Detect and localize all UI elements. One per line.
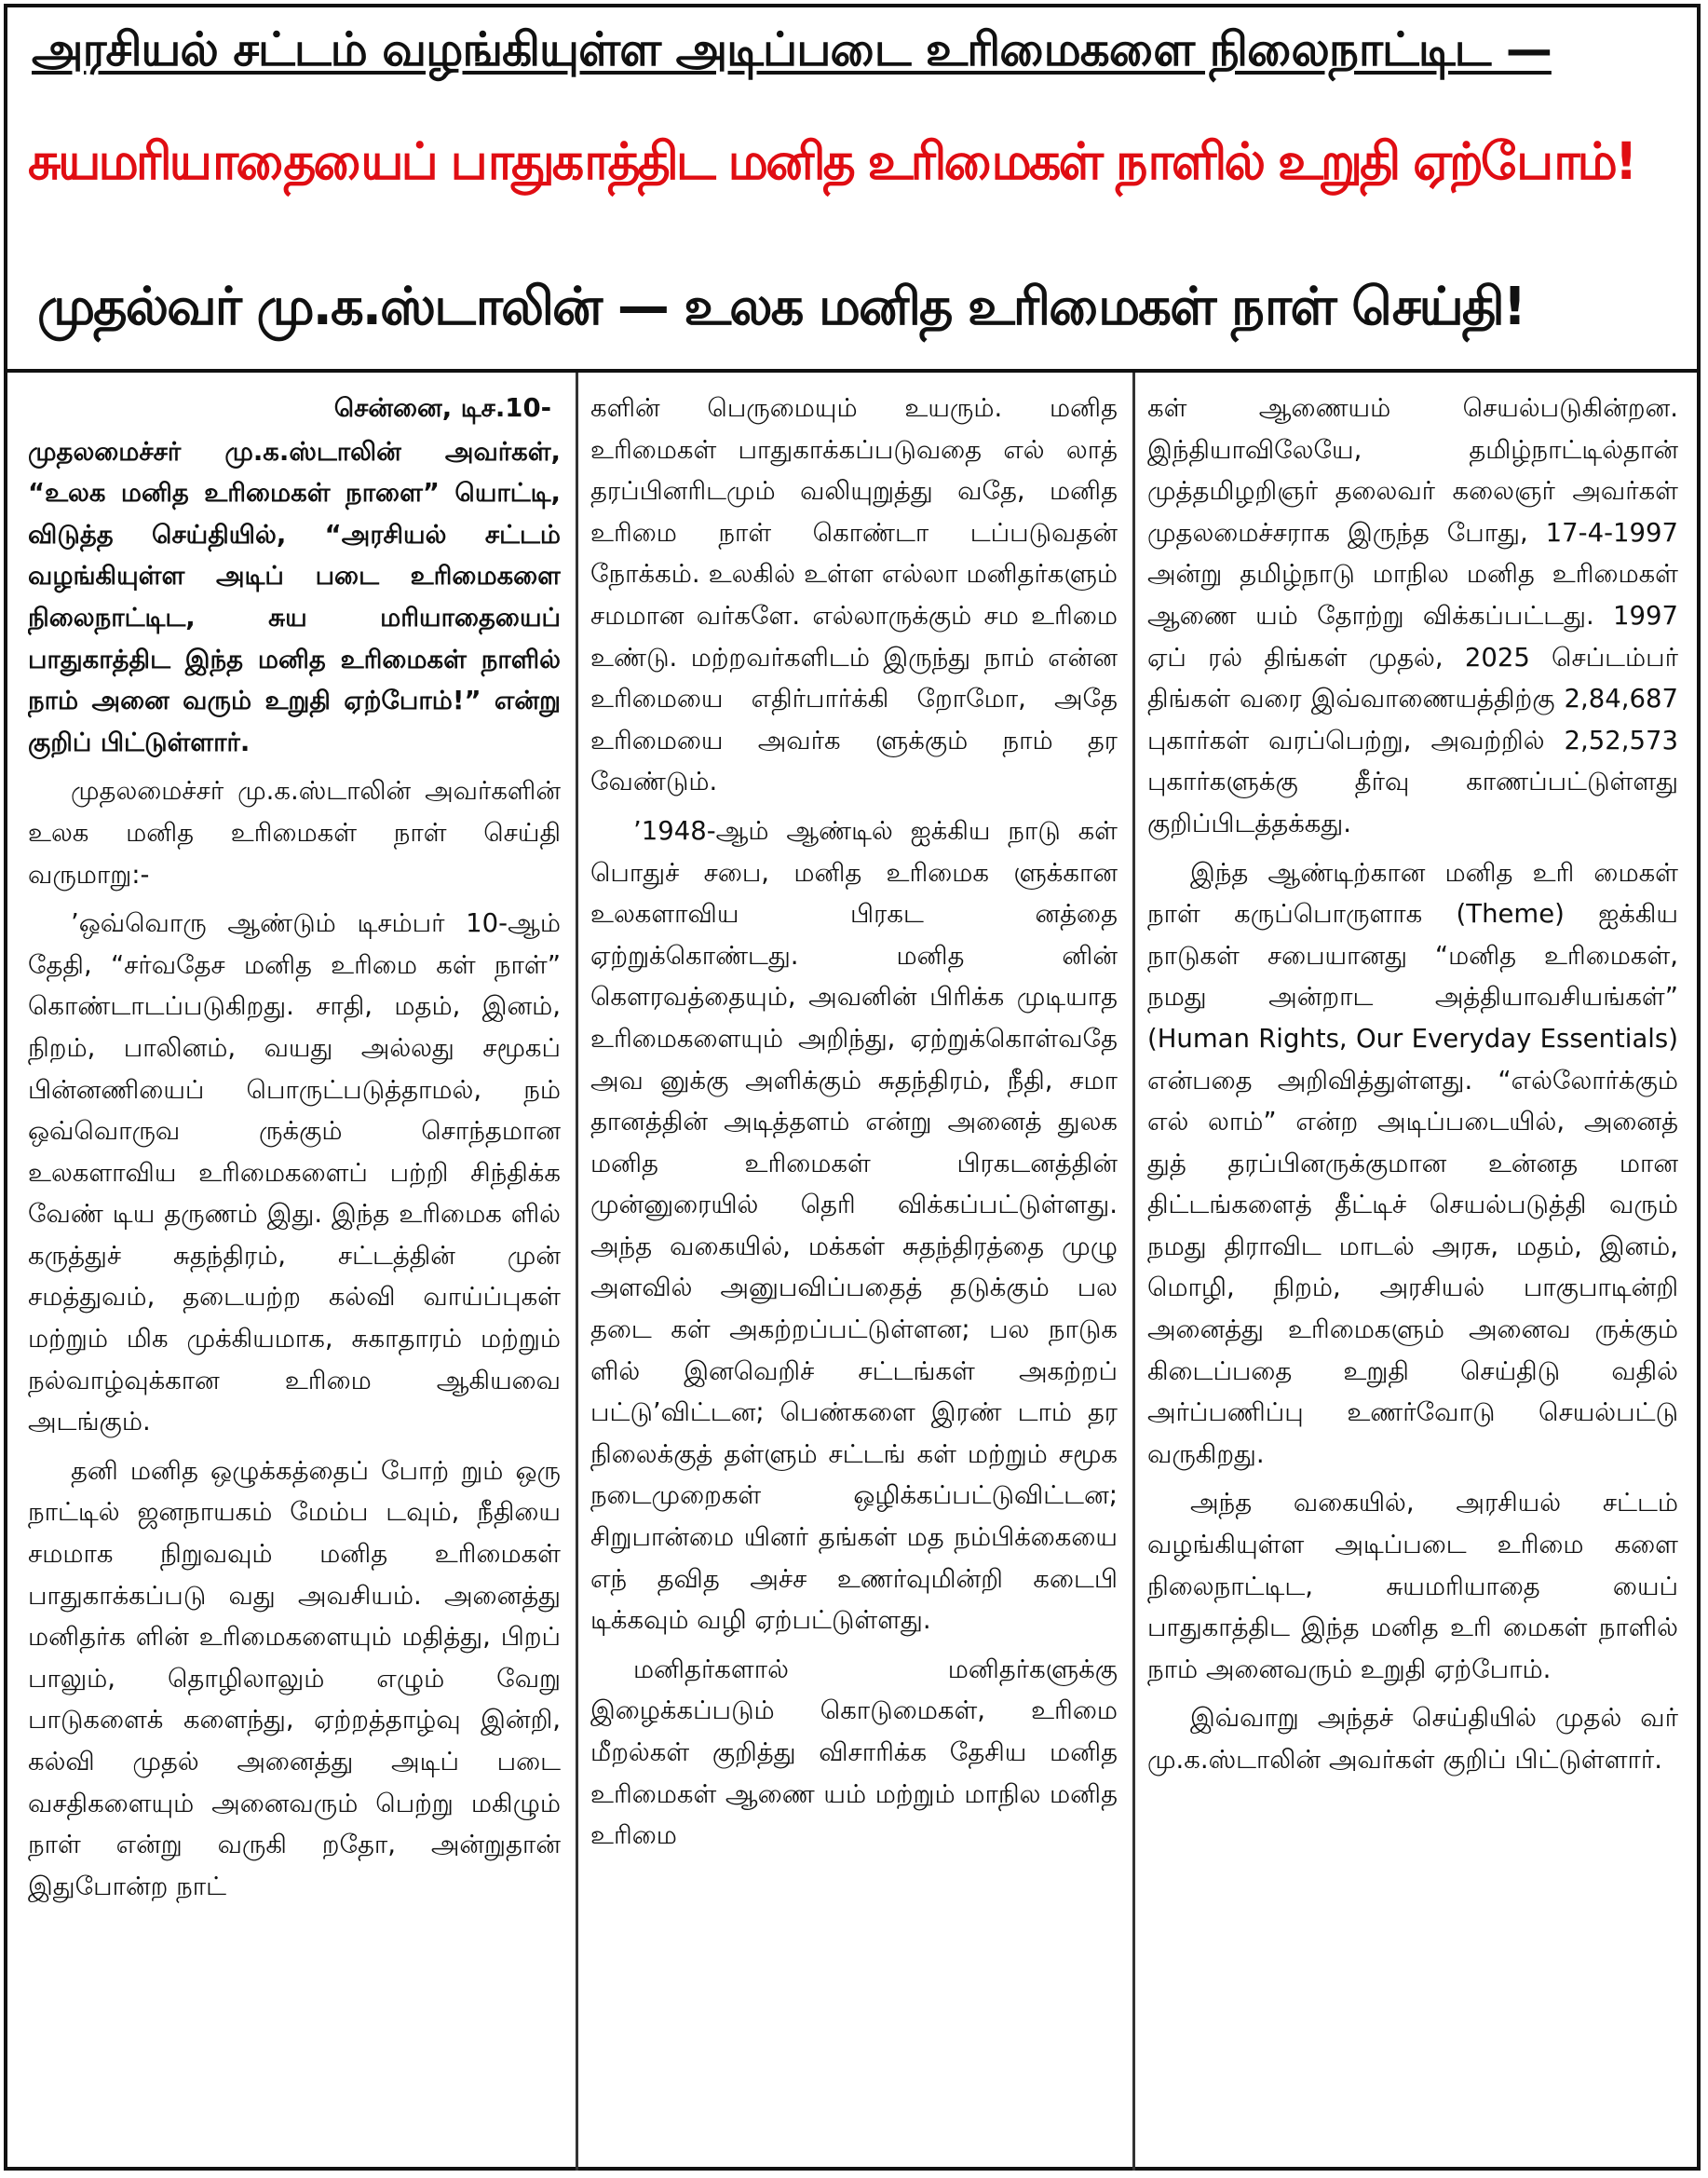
headline-main: சுயமரியாதையைப் பாதுகாத்திட மனித உரிமைகள் நாளில் உறுதி ஏற்போம்! [28, 131, 1635, 191]
article-paragraph: முதலமைச்சர் மு.க.ஸ்டாலின் அவர்களின் உலக மனித உரிமைகள் நாள் செய்தி வருமாறு:- [28, 776, 561, 890]
article-paragraph: ’1948-ஆம் ஆண்டில் ஐக்கிய நாடு கள் பொதுச் சபை, மனித உரிமைக ளுக்கான உலகளாவிய பிரகட னத்தை ஏற்றுக்கொண்டது. மனித னின் கௌரவத்தையும், அவனின் பிரிக்க முடியாத உரிமைகளையும் அறிந்து, ஏற்றுக்கொள்வதே அவ னுக்கு அளிக்கும் சுதந்திரம், நீதி, சமா தானத்தின் அடித்தளம் என்று அனைத் துலக மனித உரிமைகள் பிரகடனத்தின் முன்னுரையில் தெரி விக்கப்பட்டுள்ளது. அந்த வகையில், மக்கள் சுதந்திரத்தை முழு அளவில் அனுபவிப்பதைத் தடுக்கும் பல தடை கள் அகற்றப்பட்டுள்ளன; பல நாடுக ளில் இனவெறிச் சட்டங்கள் அகற்றப் பட்டு’விட்டன; பெண்களை இரண் டாம் தர நிலைக்குத் தள்ளும் சட்டங் கள் மற்றும் சமூக நடைமுறைகள் ஒழிக்கப்பட்டுவிட்டன; சிறுபான்மை யினர் தங்கள் மத நம்பிக்கையை எந் தவித அச்ச உணர்வுமின்றி கடைபி டிக்கவும் வழி ஏற்பட்டுள்ளது. [590, 815, 1118, 1636]
dateline: சென்னை, டிச.10- [333, 393, 551, 423]
article-paragraph: ’ஒவ்வொரு ஆண்டும் டிசம்பர் 10-ஆம் தேதி, “சர்வதேச மனித உரிமை கள் நாள்” கொண்டாடப்படுகிறது. சாதி, மதம், இனம், நிறம், பாலினம், வயது அல்லது சமூகப் பின்னணியைப் பொருட்படுத்தாமல், நம் ஒவ்வொருவ ருக்கும் சொந்தமான உலகளாவிய உரிமைகளைப் பற்றி சிந்திக்க வேண் டிய தருணம் இது. இந்த உரிமைக ளில் கருத்துச் சுதந்திரம், சட்டத்தின் முன் சமத்துவம், தடையற்ற கல்வி வாய்ப்புகள் மற்றும் மிக முக்கியமாக, சுகாதாரம் மற்றும் நல்வாழ்வுக்கான உரிமை ஆகியவை அடங்கும். [28, 908, 561, 1437]
article-column-2 [590, 388, 1118, 2158]
article-paragraph: தனி மனித ஒழுக்கத்தைப் போற் றும் ஒரு நாட்டில் ஜனநாயகம் மேம்ப டவும், நீதியை சமமாக நிறுவவும் மனித உரிமைகள் பாதுகாக்கப்படு வது அவசியம். அனைத்து மனிதர்க ளின் உரிமைகளையும் மதித்து, பிறப் பாலும், தொழிலாலும் எழும் வேறு பாடுகளைக் களைந்து, ஏற்றத்தாழ்வு இன்றி, கல்வி முதல் அனைத்து அடிப் படை வசதிகளையும் அனைவரும் பெற்று மகிழும் நாள் என்று வருகி றதோ, அன்றுதான் இதுபோன்ற நாட் [28, 1455, 561, 1901]
article-column-3 [1147, 388, 1678, 2158]
article-paragraph: களின் பெருமையும் உயரும். மனித உரிமைகள் பாதுகாக்கப்படுவதை எல் லாத் தரப்பினரிடமும் வலியுறுத்து வதே, மனித உரிமை நாள் கொண்டா டப்படுவதன் நோக்கம். உலகில் உள்ள எல்லா மனிதர்களும் சமமான வர்களே. எல்லாருக்கும் சம உரிமை உண்டு. மற்றவர்களிடம் இருந்து நாம் என்ன உரிமையை எதிர்பார்க்கி றோமோ, அதே உரிமையை அவர்க ளுக்கும் நாம் தர வேண்டும். [590, 393, 1118, 797]
article-paragraph: அந்த வகையில், அரசியல் சட்டம் வழங்கியுள்ள அடிப்படை உரிமை களை நிலைநாட்டிட, சுயமரியாதை யைப் பாதுகாத்திட இந்த மனித உரி மைகள் நாளில் நாம் அனைவரும் உறுதி ஏற்போம். [1147, 1488, 1678, 1684]
article-paragraph: இந்த ஆண்டிற்கான மனித உரி மைகள் நாள் கருப்பொருளாக (Theme) ஐக்கிய நாடுகள் சபையானது “மனித உரிமைகள், நமது அன்றாட அத்தியாவசியங்கள்” (Human Rights, Our Everyday Essentials) என்பதை அறிவித்துள்ளது. “எல்லோர்க்கும் எல் லாம்” என்ற அடிப்படையில், அனைத் துத் தரப்பினருக்குமான உன்னத மான திட்டங்களைத் தீட்டிச் செயல்படுத்தி வரும் நமது திராவிட மாடல் அரசு, மதம், இனம், மொழி, நிறம், அரசியல் பாகுபாடின்றி அனைத்து உரிமைகளும் அனைவ ருக்கும் கிடைப்பதை உறுதி செய்திடு வதில் அர்ப்பணிப்பு உணர்வோடு செயல்பட்டு வருகிறது. [1147, 857, 1678, 1469]
header-divider [4, 369, 1701, 373]
article-paragraph: கள் ஆணையம் செயல்படுகின்றன. இந்தியாவிலேயே, தமிழ்நாட்டில்தான் முத்தமிழறிஞர் தலைவர் கலைஞர் அவர்கள் முதலமைச்சராக இருந்த போது, 17-4-1997 அன்று தமிழ்நாடு மாநில மனித உரிமைகள் ஆணை யம் தோற்று விக்கப்பட்டது. 1997 ஏப் ரல் திங்கள் முதல், 2025 செப்டம்பர் திங்கள் வரை இவ்வாணையத்திற்கு 2,84,687 புகார்கள் வரப்பெற்று, அவற்றில் 2,52,573 புகார்களுக்கு தீர்வு காணப்பட்டுள்ளது குறிப்பிடத்தக்கது. [1147, 393, 1678, 838]
article-column-1 [28, 388, 561, 2158]
article-paragraph: மனிதர்களால் மனிதர்களுக்கு இழைக்கப்படும் கொடுமைகள், உரிமை மீறல்கள் குறித்து விசாரிக்க தேசிய மனித உரிமைகள் ஆணை யம் மற்றும் மாநில மனித உரிமை [590, 1654, 1118, 1851]
headline-subtitle: முதல்வர் மு.க.ஸ்டாலின் — உலக மனித உரிமைகள் நாள் செய்தி! [37, 277, 1525, 337]
article-lead-paragraph: முதலமைச்சர் மு.க.ஸ்டாலின் அவர்கள், “உலக மனித உரிமைகள் நாளை” யொட்டி, விடுத்த செய்தியில், “அரசியல் சட்டம் வழங்கியுள்ள அடிப் படை உரிமைகளை நிலைநாட்டிட, சுய மரியாதையைப் பாதுகாத்திட இந்த மனித உரிமைகள் நாளில் நாம் அனை வரும் உறுதி ஏற்போம்!” என்று குறிப் பிட்டுள்ளார். [28, 436, 561, 757]
column-divider-2 [1132, 373, 1135, 2171]
column-divider-1 [576, 373, 578, 2171]
headline-kicker: அரசியல் சட்டம் வழங்கியுள்ள அடிப்படை உரிமைகளை நிலைநாட்டிட — [32, 22, 1552, 76]
article-paragraph: இவ்வாறு அந்தச் செய்தியில் முதல் வர் மு.க.ஸ்டாலின் அவர்கள் குறிப் பிட்டுள்ளார். [1147, 1703, 1678, 1775]
